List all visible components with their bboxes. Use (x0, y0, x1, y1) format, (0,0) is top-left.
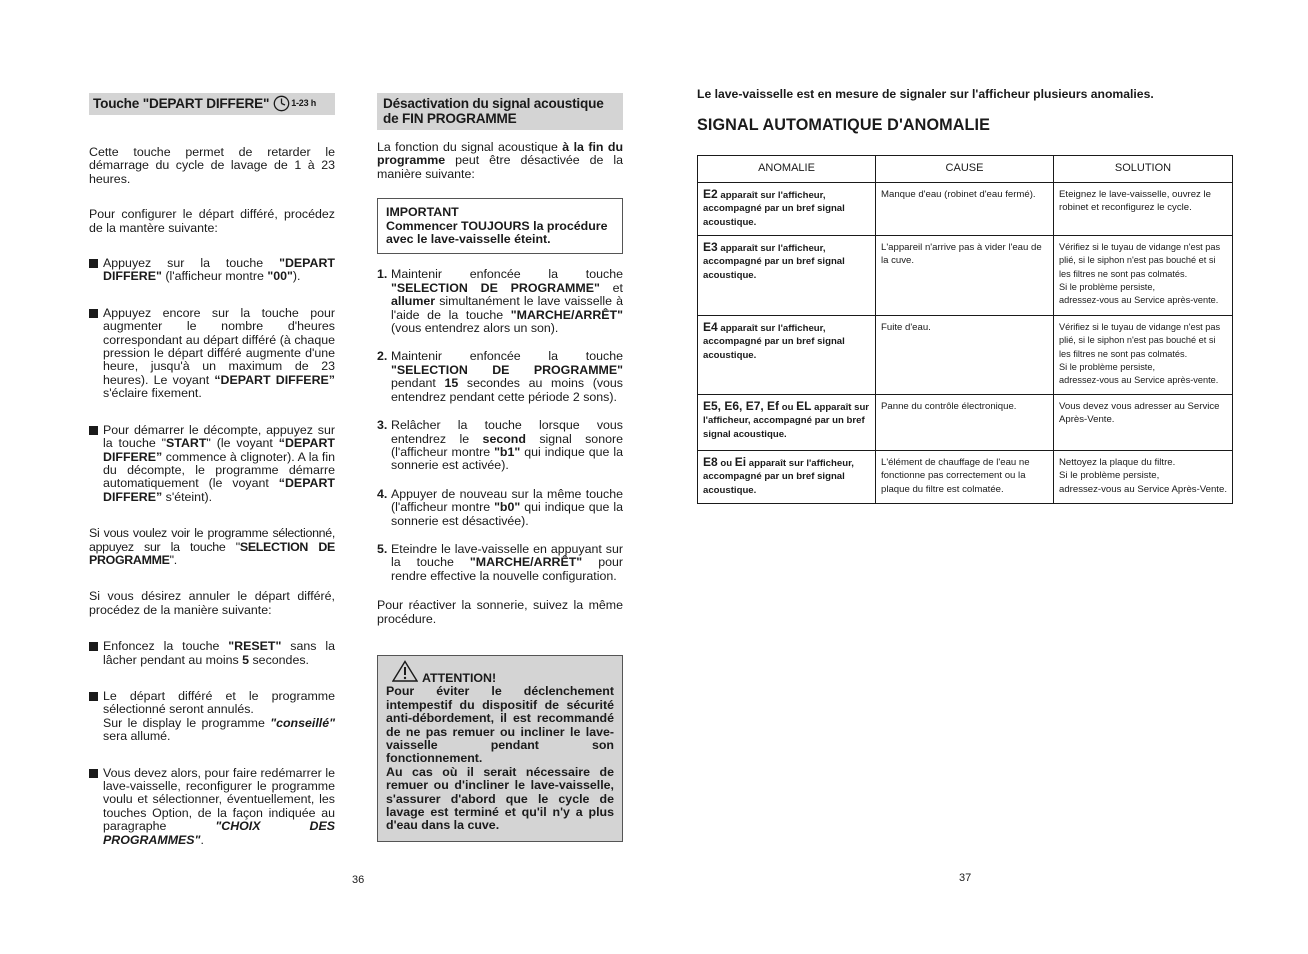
section-header-line1: Désactivation du signal acoustique (383, 96, 604, 111)
clock-icon (273, 95, 316, 112)
page-37-column (697, 88, 1232, 504)
column-header: ANOMALIE (698, 155, 876, 182)
paragraph-intro: Cette touche permet de retarder le démarrage du cycle de lavage de 1 à 23 heures. (89, 145, 335, 186)
section-header-line2: de FIN PROGRAMME (383, 111, 517, 126)
warning-triangle-icon (392, 660, 418, 685)
important-text: Commencer TOUJOURS la procédure avec le lave-vaisselle éteint. (386, 218, 608, 247)
bullet-item: Pour démarrer le décompte, appuyez sur la touche "START" (le voyant “DEPART DIFFERE” commence à clignoter). A la fin du décompte, le programme démarre automatiquement (le voyant “DEPART DIFFERE” s'éteint). (89, 424, 335, 504)
square-bullet-icon (89, 769, 98, 778)
attention-box (377, 655, 623, 842)
anomaly-cell: E5, E6, E7, Ef ou EL apparaît sur l'afficheur, accompagné par un bref signal acoustique. (698, 394, 876, 450)
intro-text: Le lave-vaisselle est en mesure de signaler sur l'afficheur plusieurs anomalies. (697, 87, 1154, 101)
square-bullet-icon (89, 692, 98, 701)
bullet-item: Vous devez alors, pour faire redémarrer le lave-vaisselle, reconfigurer le programme voulu et sélectionner, éventuellement, les touches Option, de la façon indiquée au paragraphe "CHOIX DES PROGRAMMES". (89, 767, 335, 847)
cause-cell: Fuite d'eau. (876, 315, 1054, 394)
step-item: 5. Eteindre le lave-vaisselle en appuyant sur la touche "MARCHE/ARRÊT" pour rendre effective la nouvelle configuration. (377, 541, 624, 583)
column-header: SOLUTION (1054, 155, 1233, 182)
anomaly-cell: E8 ou Ei apparaît sur l'afficheur, accompagné par un bref signal acoustique. (698, 450, 876, 503)
section-header-title: Touche "DEPART DIFFERE" (93, 96, 270, 111)
cause-cell: Manque d'eau (robinet d'eau fermé). (876, 182, 1054, 235)
cause-cell: Panne du contrôle électronique. (876, 394, 1054, 450)
column-header: CAUSE (876, 155, 1054, 182)
square-bullet-icon (89, 259, 98, 268)
step-item: 1. Maintenir enfoncée la touche "SELECTION DE PROGRAMME" et allumer simultanément le lave vaisselle à l'aide de la touche "MARCHE/ARRÊT" (vous entendrez alors un son). (377, 267, 623, 336)
page-36-column-2 (377, 93, 623, 842)
bullet-item: Le départ différé et le programme sélectionné seront annulés. Sur le display le programme "conseillé" sera allumé. (89, 690, 335, 744)
bullet-item: Appuyez sur la touche "DEPART DIFFERE" (l'afficheur montre "00"). (89, 257, 335, 284)
paragraph-view-program: Si vous voulez voir le programme sélectionné, appuyez sur la touche "SELECTION DE PROGRAMME". (89, 526, 335, 567)
table-row (698, 394, 1233, 450)
cause-cell: L'appareil n'arrive pas à vider l'eau de la cuve. (876, 235, 1054, 315)
anomaly-cell: E4 apparaît sur l'afficheur, accompagné par un bref signal acoustique. (698, 315, 876, 394)
table-row (698, 235, 1233, 315)
solution-cell: Vous devez vous adresser au Service Après-Vente. (1054, 394, 1233, 450)
solution-cell: Vérifiez si le tuyau de vidange n'est pas plié, si le siphon n'est pas bouché et si les filtres ne sont pas colmatés. Si le problème persiste, adressez-vous au Service après-vente. (1054, 315, 1233, 394)
solution-cell: Nettoyez la plaque du filtre. Si le problème persiste, adressez-vous au Service Après-Vente. (1054, 450, 1233, 503)
table-row (698, 450, 1233, 503)
anomaly-cell: E3 apparaît sur l'afficheur, accompagné par un bref signal acoustique. (698, 235, 876, 315)
clock-label: 1-23 h (291, 98, 317, 108)
paragraph-intro: La fonction du signal acoustique à la fin du programme peut être désactivée de la manière suivante: (377, 140, 624, 181)
bullet-item: Appuyez encore sur la touche pour augmenter le nombre d'heures correspondant au départ différé (à chaque pression le départ différé augmente d'une heure, jusqu'à un maximum de 23 heures). Le voyant “DEPART DIFFERE” s'éclaire fixement. (89, 307, 335, 401)
section-header-depart-differe (89, 93, 335, 115)
square-bullet-icon (89, 309, 98, 318)
section-header-signal-acoustique (377, 93, 623, 130)
paragraph-configure: Pour configurer le départ différé, procédez de la mantère suivante: (89, 207, 335, 235)
anomaly-table (697, 155, 1233, 504)
paragraph-cancel: Si vous désirez annuler le départ différé, procédez de la manière suivante: (89, 589, 335, 617)
page-36-column (89, 93, 335, 847)
solution-cell: Eteignez le lave-vaisselle, ouvrez le robinet et reconfigurez le cycle. (1054, 182, 1233, 235)
important-box (377, 198, 623, 254)
step-item: 3. Relâcher la touche lorsque vous entendrez le second signal sonore (l'afficheur montre "b1" qui indique que la sonnerie est activée). (377, 418, 623, 473)
anomaly-cell: E2 apparaît sur l'afficheur, accompagné par un bref signal acoustique. (698, 182, 876, 235)
cause-cell: L'élément de chauffage de l'eau ne fonctionne pas correctement ou la plaque du filtre est colmatée. (876, 450, 1054, 503)
step-item: 4. Appuyer de nouveau sur la même touche (l'afficheur montre "b0" qui indique que la sonnerie est désactivée). (377, 486, 623, 528)
table-header-row (698, 155, 1233, 182)
table-row (698, 182, 1233, 235)
attention-paragraph: Au cas où il serait nécessaire de remuer ou d'incliner le lave-vaisselle, s'assurer d'abord que le cycle de lavage est terminé et qu'il n'y a plus d'eau dans la cuve. (386, 764, 614, 833)
page-number-37: 37 (959, 872, 972, 884)
bullet-item: Enfoncez la touche "RESET" sans la lâcher pendant au moins 5 secondes. (89, 640, 335, 667)
page-number-36: 36 (352, 874, 365, 886)
square-bullet-icon (89, 642, 98, 651)
square-bullet-icon (89, 426, 98, 435)
important-title: IMPORTANT (386, 205, 459, 220)
step-item: 2. Maintenir enfoncée la touche "SELECTION DE PROGRAMME" pendant 15 secondes au moins (vous entendrez pendant cette période 2 sons). (377, 349, 623, 404)
attention-paragraph: Pour éviter le déclenchement intempestif du dispositif de sécurité anti-débordement, il est recommandé de ne pas remuer ou incliner le lave-vaisselle pendant son fonctionnement. (386, 684, 614, 766)
paragraph-reactivate: Pour réactiver la sonnerie, suivez la même procédure. (377, 598, 623, 626)
section-title: SIGNAL AUTOMATIQUE D'ANOMALIE (697, 116, 991, 135)
solution-cell: Vérifiez si le tuyau de vidange n'est pas plié, si le siphon n'est pas bouché et si les filtres ne sont pas colmatés. Si le problème persiste, adressez-vous au Service après-vente. (1054, 235, 1233, 315)
attention-title: ATTENTION! (422, 670, 497, 685)
table-row (698, 315, 1233, 394)
